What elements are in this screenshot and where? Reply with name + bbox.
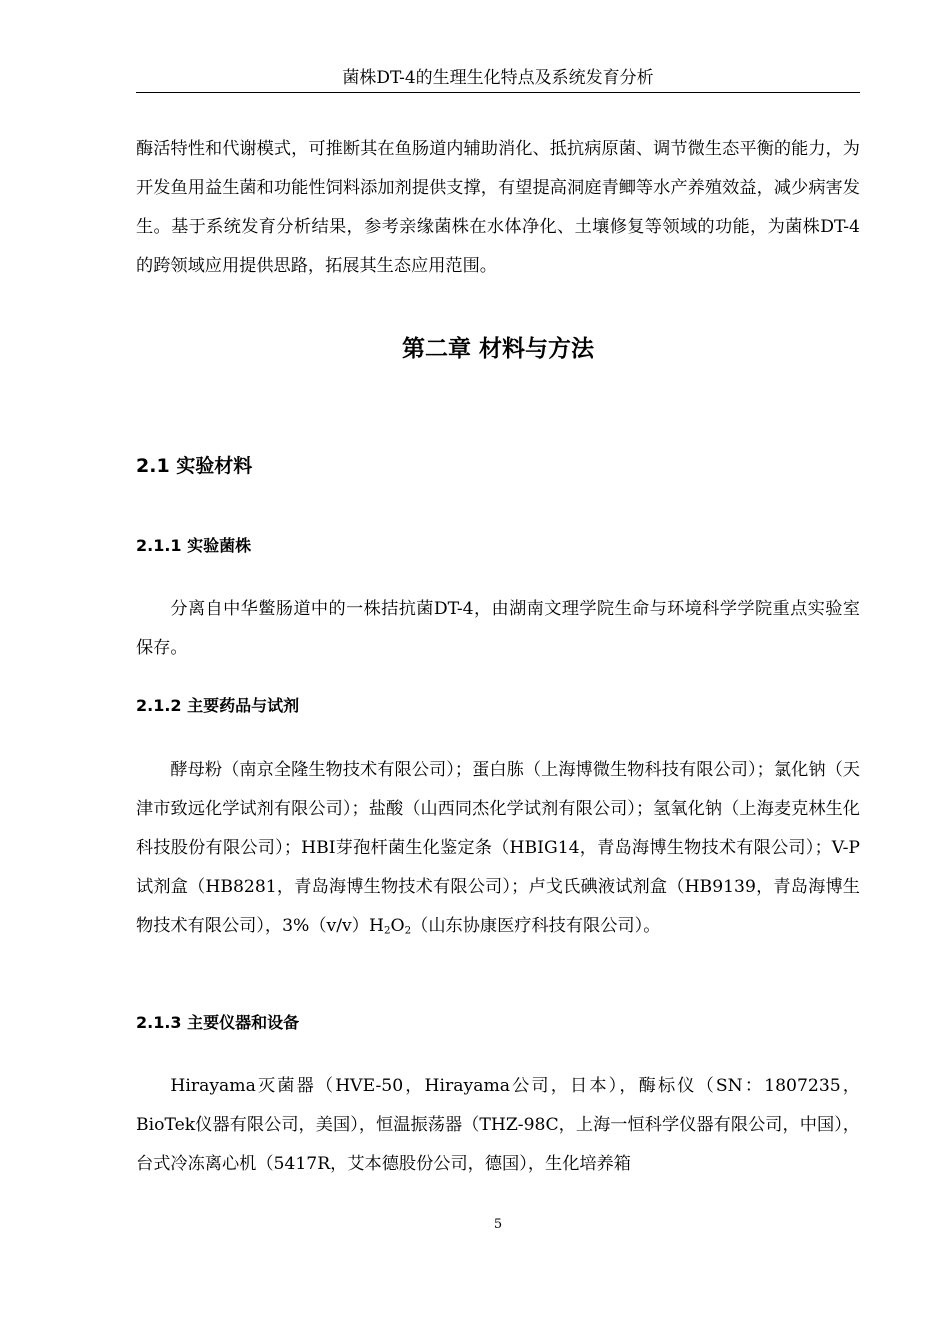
chapter-title: 第二章 材料与方法 xyxy=(401,336,594,362)
intro-paragraph: 酶活特性和代谢模式，可推断其在鱼肠道内辅助消化、抵抗病原菌、调节微生态平衡的能力，为开发鱼用益生菌和功能性饲料添加剂提供支撑，有望提高洞庭青鲫等水产养殖效益，减少病害发生。基于系统发育分析结果，参考亲缘菌株在水体净化、土壤修复等领域的功能，为菌株DT-4的跨领域应用提供思路，拓展其生态应用范围。 xyxy=(136,139,860,276)
equipment-paragraph: Hirayama灭菌器（HVE-50，Hirayama公司，日本），酶标仪（SN：1807235，BioTek仪器有限公司，美国），恒温振荡器（THZ-98C，上海一恒科学仪器有限公司，中国），台式冷冻离心机（5417R，艾本德股份公司，德国），生化培养箱 xyxy=(136,1076,860,1174)
section-2-1-2-heading: 2.1.2 主要药品与试剂 xyxy=(136,696,300,715)
header-rule xyxy=(136,92,860,93)
strain-paragraph: 分离自中华鳖肠道中的一株拮抗菌DT-4，由湖南文理学院生命与环境科学学院重点实验室保存。 xyxy=(136,599,860,658)
section-2-1-3-heading: 2.1.3 主要仪器和设备 xyxy=(136,1013,300,1032)
reagents-paragraph xyxy=(136,751,860,946)
reagents-text: 酵母粉（南京全隆生物技术有限公司）；蛋白胨（上海博微生物科技有限公司）；氯化钠（天津市致远化学试剂有限公司）；盐酸（山西同杰化学试剂有限公司）；氢氧化钠（上海麦克林生化科技股份有限公司）；HBI芽孢杆菌生化鉴定条（HBIG14，青岛海博生物技术有限公司）；V-P试剂盒（HB8281，青岛海博生物技术有限公司）；卢戈氏碘液试剂盒（HB9139，青岛海博生物技术有限公司），3%（v/v） xyxy=(136,760,860,936)
reagents-text-end: （山东协康医疗科技有限公司）。 xyxy=(411,916,661,936)
page-number: 5 xyxy=(493,1217,503,1232)
running-header: 菌株DT-4的生理生化特点及系统发育分析 xyxy=(342,68,654,88)
h2o2-formula: $H_2O_2$ xyxy=(368,916,412,937)
section-2-1-1-heading: 2.1.1 实验菌株 xyxy=(136,536,252,555)
section-2-1-heading: 2.1 实验材料 xyxy=(136,455,253,477)
